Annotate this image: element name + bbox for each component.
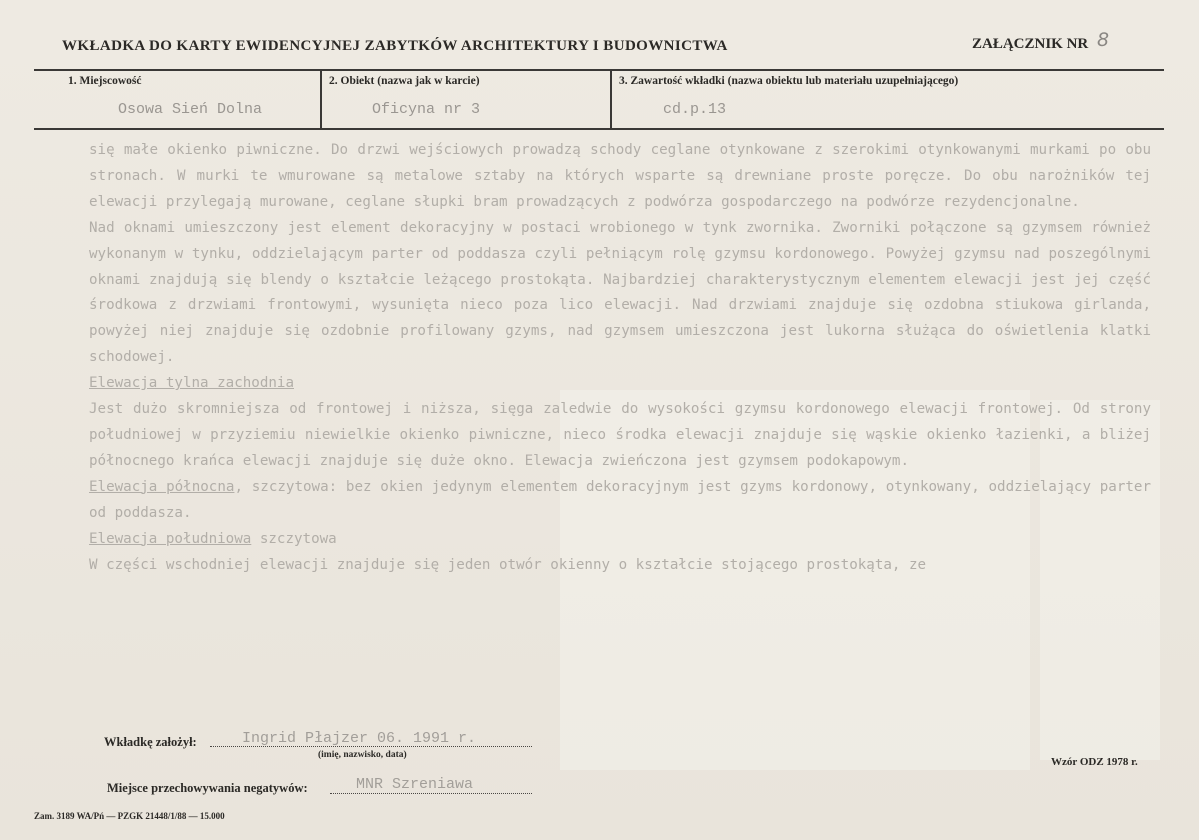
column-divider <box>610 70 612 128</box>
header-rule-bottom <box>34 128 1164 130</box>
header-rule-top <box>34 69 1164 71</box>
locality-value: Osowa Sień Dolna <box>118 101 263 118</box>
annex-label: ZAŁĄCZNIK NR <box>972 36 1089 52</box>
negatives-value: MNR Szreniawa <box>356 776 474 793</box>
paragraph-south-heading <box>89 527 1151 553</box>
print-code: Zam. 3189 WA/Pń — PZGK 21448/1/88 — 15.000 <box>34 811 225 821</box>
negatives-dotted-line <box>330 793 532 794</box>
contents-value: cd.p.13 <box>663 101 727 118</box>
author-value: Ingrid Płajzer 06. 1991 r. <box>242 730 477 747</box>
column-divider <box>320 70 322 128</box>
heading-north: Elewacja północna <box>89 478 235 495</box>
contents-label: 3. Zawartość wkładki (nazwa obiektu lub materiału uzupełniającego) <box>619 75 959 87</box>
author-caption: (imię, nazwisko, data) <box>318 750 407 760</box>
paragraph-west: Jest dużo skromniejsza od frontowej i niższa, sięga zaledwie do wysokości gzymsu kordonowego elewacji frontowej. Od strony południowej w przyziemiu niewielkie okienko piwniczne, nieco środka elewacji znajduje się wąskie okienko łazienki, a bliżej północnego krańca elewacji znajduje się duże okno. Elewacja zwieńczona jest gzymsem podokapowym. <box>89 401 1151 469</box>
section-heading-west <box>89 371 1151 397</box>
heading-west: Elewacja tylna zachodnia <box>89 375 294 392</box>
heading-south: Elewacja południowa <box>89 530 252 547</box>
paragraph-south: W części wschodniej elewacji znajduje się jeden otwór okienny o kształcie stojącego prostokąta, ze <box>89 556 927 573</box>
paragraph-continued: się małe okienko piwniczne. Do drzwi wejściowych prowadzą schody ceglane otynkowane z szerokimi otynkowanymi murkami po obu stronach. W murki te wmurowane są metalowe sztaby na których wsparte są drewniane proste poręcze. Do obu narożników tej elewacji przylegają murowane, ceglane słupki bram prowadzących z podwórza gospodarczego na podwórze rezydencjonalne. <box>89 142 1151 210</box>
author-dotted-line <box>210 746 532 747</box>
object-label: 2. Obiekt (nazwa jak w karcie) <box>329 75 480 87</box>
paragraph-north <box>89 475 1151 527</box>
object-value: Oficyna nr 3 <box>372 101 481 118</box>
typed-description <box>89 138 1151 578</box>
annex-number: 8 <box>1097 29 1110 51</box>
paragraph-decoration: Nad oknami umieszczony jest element dekoracyjny w postaci wrobionego w tynk zwornika. Zworniki połączone są gzymsem również wykonanym w tynku, oddzielającym parter od poddasza czyli pełniącym rolę gzymsu kordonowego. Powyżej gzymsu nad poszególnymi oknami znajdują się blendy o kształcie leżącego prostokąta. Najbardziej charakterystycznym elementem elewacji jest jej część środkowa z drzwiami frontowymi, wysunięta nieco poza lico elewacji. Nad drzwiami znajduje się ozdobna stiukowa girlanda, powyżej niej znajduje się ozdobnie profilowany gzyms, nad gzymsem umieszczona jest lukorna służąca do oświetlenia klatki schodowej. <box>89 219 1151 366</box>
locality-label: 1. Miejscowość <box>68 75 142 87</box>
author-label: Wkładkę założył: <box>104 735 197 749</box>
north-text: , szczytowa: bez okien jedynym elementem dekoracyjnym jest gzyms kordonowy, otynkowany, oddzielający parter od poddasza. <box>89 478 1151 521</box>
negatives-label: Miejsce przechowywania negatywów: <box>107 781 308 795</box>
south-text: szczytowa <box>251 530 337 547</box>
form-title: WKŁADKA DO KARTY EWIDENCYJNEJ ZABYTKÓW ARCHITEKTURY I BUDOWNICTWA <box>62 38 728 54</box>
form-reference: Wzór ODZ 1978 r. <box>1051 756 1138 768</box>
